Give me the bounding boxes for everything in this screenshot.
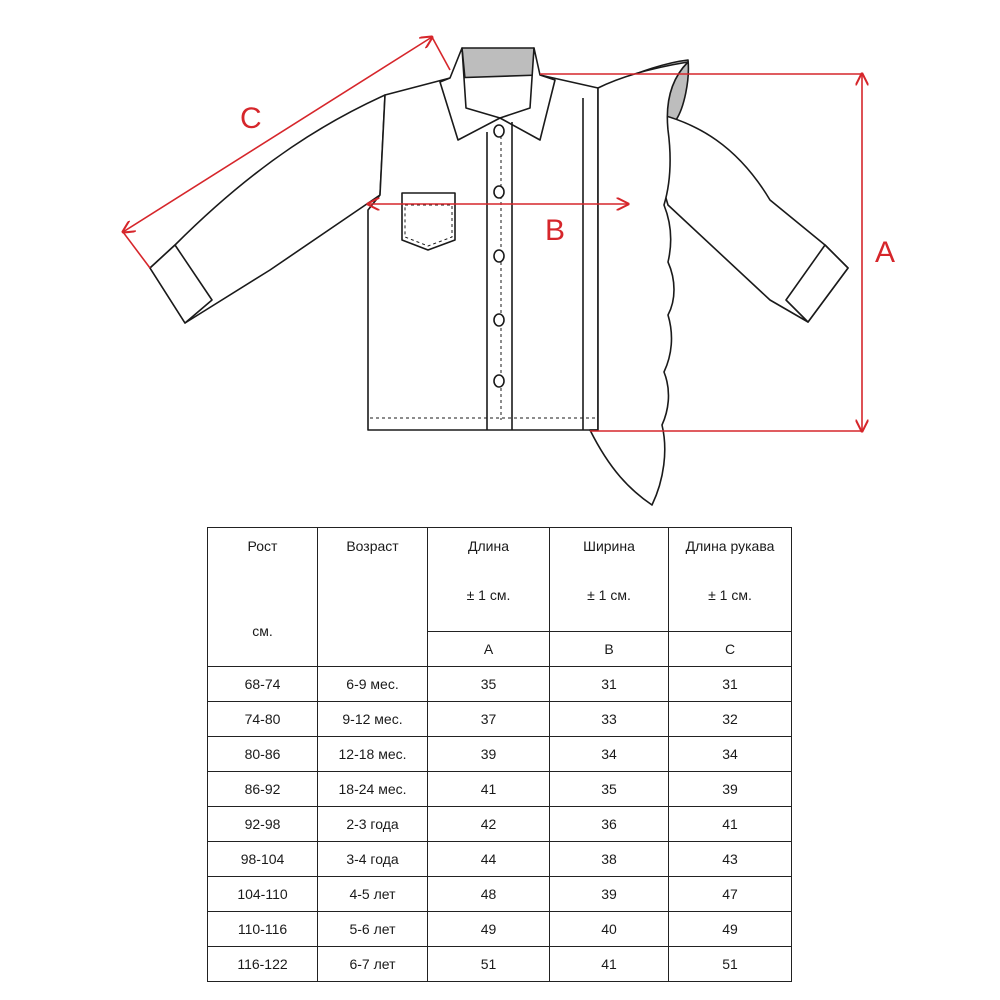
sleeve-cell: 34 — [669, 737, 792, 772]
width-cell: 34 — [550, 737, 669, 772]
header-row — [208, 528, 792, 632]
letter-c: C — [669, 632, 792, 667]
header-age: Возраст — [318, 528, 428, 667]
age-cell: 18-24 мес. — [318, 772, 428, 807]
width-cell: 38 — [550, 842, 669, 877]
sleeve-cell: 39 — [669, 772, 792, 807]
age-cell: 12-18 мес. — [318, 737, 428, 772]
width-cell: 41 — [550, 947, 669, 982]
letter-b: B — [550, 632, 669, 667]
age-cell: 4-5 лет — [318, 877, 428, 912]
height-cell: 104-110 — [208, 877, 318, 912]
sleeve-cell: 51 — [669, 947, 792, 982]
table-row — [208, 737, 792, 772]
sleeve-cell: 47 — [669, 877, 792, 912]
height-cell: 86-92 — [208, 772, 318, 807]
height-cell: 116-122 — [208, 947, 318, 982]
pocket — [402, 193, 455, 250]
length-cell: 35 — [428, 667, 550, 702]
header-sleeve: Длина рукава ± 1 см. — [669, 528, 792, 632]
header-height: Рост см. — [208, 528, 318, 667]
sleeve-cell: 49 — [669, 912, 792, 947]
height-cell: 98-104 — [208, 842, 318, 877]
width-cell: 33 — [550, 702, 669, 737]
length-cell: 42 — [428, 807, 550, 842]
length-cell: 49 — [428, 912, 550, 947]
age-cell: 2-3 года — [318, 807, 428, 842]
width-cell: 39 — [550, 877, 669, 912]
age-cell: 3-4 года — [318, 842, 428, 877]
length-cell: 44 — [428, 842, 550, 877]
table-row — [208, 947, 792, 982]
table-row — [208, 842, 792, 877]
age-cell: 5-6 лет — [318, 912, 428, 947]
table-row — [208, 667, 792, 702]
label-b: B — [545, 214, 566, 247]
sleeve-cell: 32 — [669, 702, 792, 737]
table-row — [208, 912, 792, 947]
width-cell: 36 — [550, 807, 669, 842]
height-cell: 110-116 — [208, 912, 318, 947]
length-cell: 37 — [428, 702, 550, 737]
sleeve-cell: 31 — [669, 667, 792, 702]
table-row — [208, 807, 792, 842]
length-cell: 51 — [428, 947, 550, 982]
height-cell: 80-86 — [208, 737, 318, 772]
width-cell: 31 — [550, 667, 669, 702]
shirt-body — [368, 75, 598, 430]
length-cell: 48 — [428, 877, 550, 912]
height-cell: 68-74 — [208, 667, 318, 702]
sleeve-cell: 43 — [669, 842, 792, 877]
table-row — [208, 772, 792, 807]
label-a: A — [875, 236, 896, 269]
age-cell: 6-7 лет — [318, 947, 428, 982]
size-table — [207, 527, 792, 982]
width-cell: 40 — [550, 912, 669, 947]
height-cell: 92-98 — [208, 807, 318, 842]
length-cell: 39 — [428, 737, 550, 772]
age-cell: 6-9 мес. — [318, 667, 428, 702]
label-c: C — [240, 102, 262, 135]
sleeve-cell: 41 — [669, 807, 792, 842]
header-width: Ширина ± 1 см. — [550, 528, 669, 632]
length-cell: 41 — [428, 772, 550, 807]
table-row — [208, 702, 792, 737]
letter-a: A — [428, 632, 550, 667]
header-length: Длина ± 1 см. — [428, 528, 550, 632]
age-cell: 9-12 мес. — [318, 702, 428, 737]
table-row — [208, 877, 792, 912]
height-cell: 74-80 — [208, 702, 318, 737]
width-cell: 35 — [550, 772, 669, 807]
